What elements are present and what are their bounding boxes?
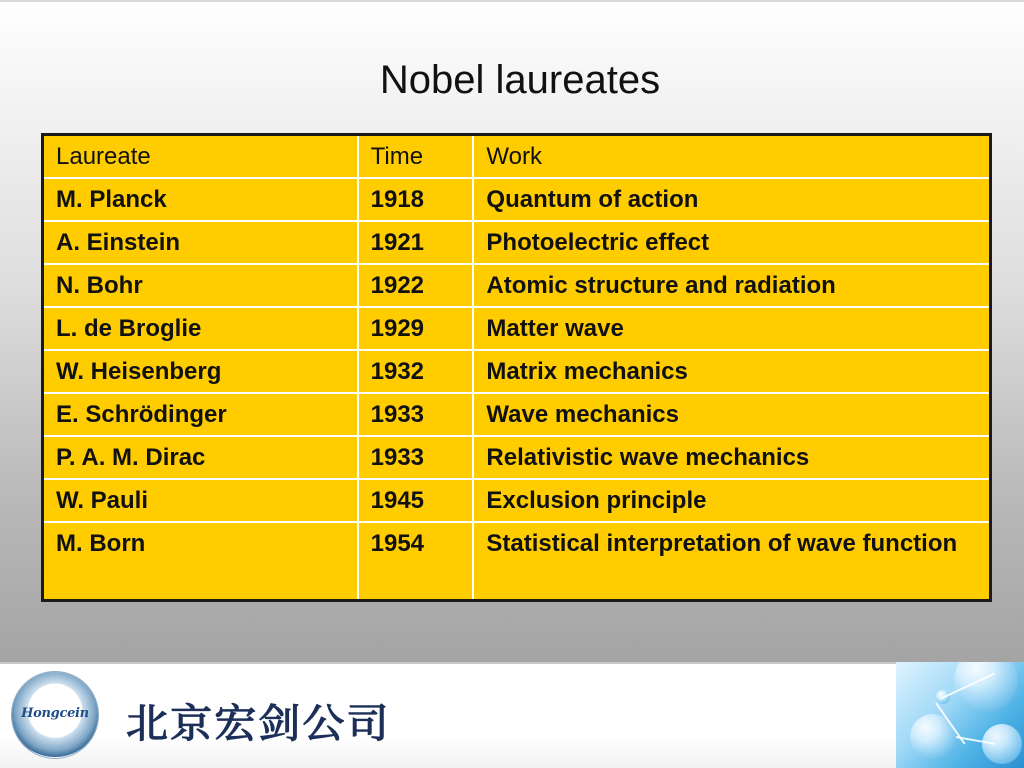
laureate-cell: W. Pauli [43, 479, 358, 522]
year-cell: 1954 [358, 522, 474, 601]
year-cell: 1921 [358, 221, 474, 264]
top-divider [0, 0, 1024, 2]
table-row [43, 350, 991, 393]
header-time: Time [358, 135, 474, 179]
table-row [43, 393, 991, 436]
table-row [43, 436, 991, 479]
year-cell: 1933 [358, 393, 474, 436]
year-cell: 1933 [358, 436, 474, 479]
laureate-cell: N. Bohr [43, 264, 358, 307]
year-cell: 1922 [358, 264, 474, 307]
work-cell: Relativistic wave mechanics [473, 436, 990, 479]
work-cell: Wave mechanics [473, 393, 990, 436]
table-header-row [43, 135, 991, 179]
laureates-table [41, 133, 992, 602]
table-row [43, 178, 991, 221]
table-row [43, 522, 991, 601]
table-row [43, 479, 991, 522]
work-cell: Statistical interpretation of wave function [473, 522, 990, 601]
laureate-cell: W. Heisenberg [43, 350, 358, 393]
slide-title: Nobel laureates [379, 58, 661, 102]
year-cell: 1945 [358, 479, 474, 522]
laureate-cell: L. de Broglie [43, 307, 358, 350]
footer-divider [0, 662, 1024, 664]
work-cell: Atomic structure and radiation [473, 264, 990, 307]
work-cell: Photoelectric effect [473, 221, 990, 264]
laureate-cell: A. Einstein [43, 221, 358, 264]
header-work: Work [473, 135, 990, 179]
laureate-cell: M. Born [43, 522, 358, 601]
year-cell: 1932 [358, 350, 474, 393]
work-cell: Matrix mechanics [473, 350, 990, 393]
logo-text: Hongcein [21, 706, 89, 721]
molecule-decoration-icon [896, 662, 1024, 768]
laureate-cell: E. Schrödinger [43, 393, 358, 436]
work-cell: Matter wave [473, 307, 990, 350]
table-row [43, 221, 991, 264]
header-laureate: Laureate [43, 135, 358, 179]
year-cell: 1929 [358, 307, 474, 350]
footer-banner [0, 662, 1024, 768]
laureate-cell: M. Planck [43, 178, 358, 221]
table-row [43, 264, 991, 307]
company-seal-logo-icon [12, 672, 98, 758]
company-name: 北京宏剑公司 [126, 701, 391, 747]
year-cell: 1918 [358, 178, 474, 221]
work-cell: Quantum of action [473, 178, 990, 221]
work-cell: Exclusion principle [473, 479, 990, 522]
table-row [43, 307, 991, 350]
laureate-cell: P. A. M. Dirac [43, 436, 358, 479]
